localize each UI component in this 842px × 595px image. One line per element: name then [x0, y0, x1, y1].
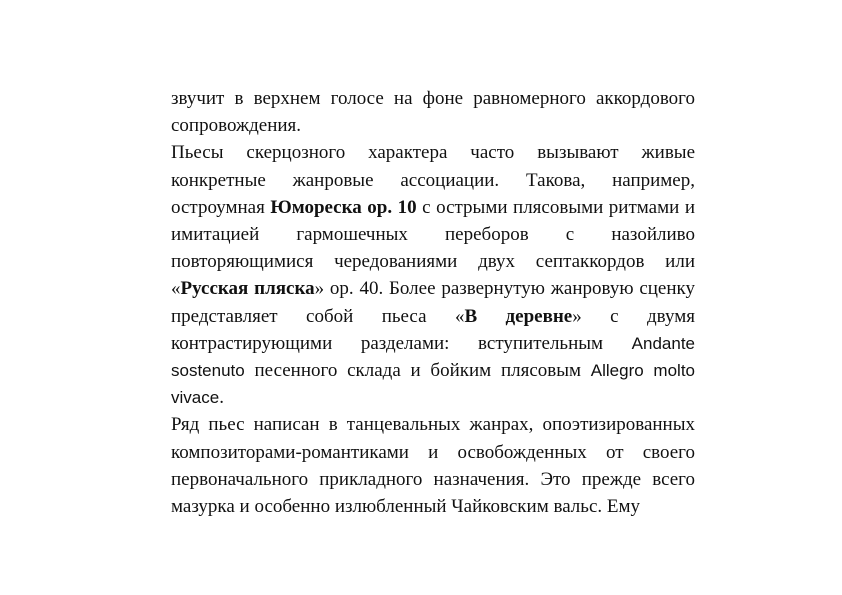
document-text-block [171, 85, 695, 520]
paragraph-2-part-2: с острыми плясовыми ритмами и имитацией гармошечных переборов с назойливо повторяющимися чередованиями двух септаккордов или « [171, 196, 695, 300]
paragraph-scherzo-pieces [171, 139, 695, 411]
andante-sostenuto-term: Andante sostenuto [171, 333, 695, 381]
paragraph-continuation [171, 85, 695, 139]
paragraph-2-part-6: . [219, 387, 224, 409]
paragraph-2-part-5: песенного склада и бойким плясовым [244, 360, 591, 382]
paragraph-1-text: звучит в верхнем голосе на фоне равномерного аккордового сопровождения. [171, 88, 695, 137]
humoresque-title: Юмореска ор. 10 [270, 196, 417, 218]
in-the-village-title: В деревне [464, 305, 573, 327]
paragraph-2-part-4: » с двумя контрастирующими разделами: вступительным [171, 305, 696, 354]
russian-dance-title: Русская пляска [180, 278, 315, 300]
paragraph-3-text: Ряд пьес написан в танцевальных жанрах, опоэтизированных композиторами-романтиками и освобожденных от своего первоначального прикладного назначения. Это прежде всего мазурка и особенно излюбленный Чайковским вальс. Ему [171, 414, 695, 518]
paragraph-2-part-1: Пьесы скерцозного характера часто вызывают живые конкретные жанровые ассоциации. Такова, например, остроумная [171, 142, 695, 218]
paragraph-2-part-3: » ор. 40. Более развернутую жанровую сценку представляет собой пьеса « [171, 278, 695, 327]
allegro-molto-vivace-term: Allegro molto vivace [171, 361, 695, 408]
paragraph-dance-genres [171, 411, 695, 520]
